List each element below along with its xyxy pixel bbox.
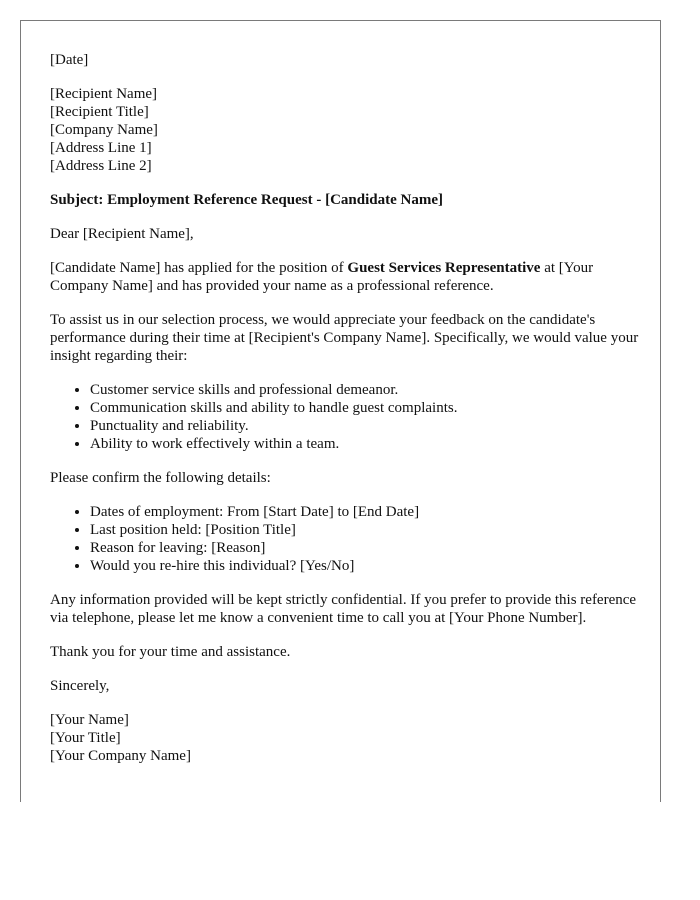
assist-paragraph: To assist us in our selection process, we would appreciate your feedback on the candidate's performance during their time at [Recipient's Company Name]. Specifically, we would value your insight regarding their: [50,312,639,364]
confirm-intro: Please confirm the following details: [50,470,271,486]
letter-subject: Subject: Employment Reference Request - [Candidate Name] [50,192,443,208]
signature-block [50,711,640,765]
intro-text-after: at [Your Company Name] and has provided your name as a professional reference. [50,260,594,294]
position-title: Guest Services Representative [347,260,541,276]
intro-text-before: [Candidate Name] has applied for the position of [50,260,348,276]
list-item: • Last position held: [Position Title] [90,521,640,539]
recipient-title: [Recipient Title] [50,104,149,120]
signature-name: [Your Name] [50,712,129,728]
recipient-name: [Recipient Name] [50,86,158,102]
signature-title: [Your Title] [50,730,121,746]
list-item: • Customer service skills and professional demeanor. [90,381,640,399]
intro-paragraph [50,259,640,295]
list-item: • Reason for leaving: [Reason] [90,539,640,557]
closing: Sincerely, [50,678,110,694]
list-item: • Dates of employment: From [Start Date] to [End Date] [90,503,640,521]
recipient-block [50,85,640,175]
confidential-paragraph: Any information provided will be kept strictly confidential. If you prefer to provide this reference via telephone, please let me know a convenient time to call you at [Your Phone Number]. [50,592,637,626]
insight-list [50,381,640,453]
list-item: • Ability to work effectively within a team. [90,435,640,453]
recipient-company: [Company Name] [50,122,158,138]
recipient-address-line-1: [Address Line 1] [50,140,152,156]
list-item: • Would you re-hire this individual? [Yes/No] [90,557,640,575]
list-item: • Punctuality and reliability. [90,417,640,435]
salutation: Dear [Recipient Name], [50,226,194,242]
letter-body [50,51,640,781]
confirm-list [50,503,640,575]
signature-company: [Your Company Name] [50,748,191,764]
letter-date: [Date] [50,52,89,68]
recipient-address-line-2: [Address Line 2] [50,158,152,174]
list-item: • Communication skills and ability to handle guest complaints. [90,399,640,417]
thanks-paragraph: Thank you for your time and assistance. [50,644,291,660]
letter-page [20,20,661,802]
